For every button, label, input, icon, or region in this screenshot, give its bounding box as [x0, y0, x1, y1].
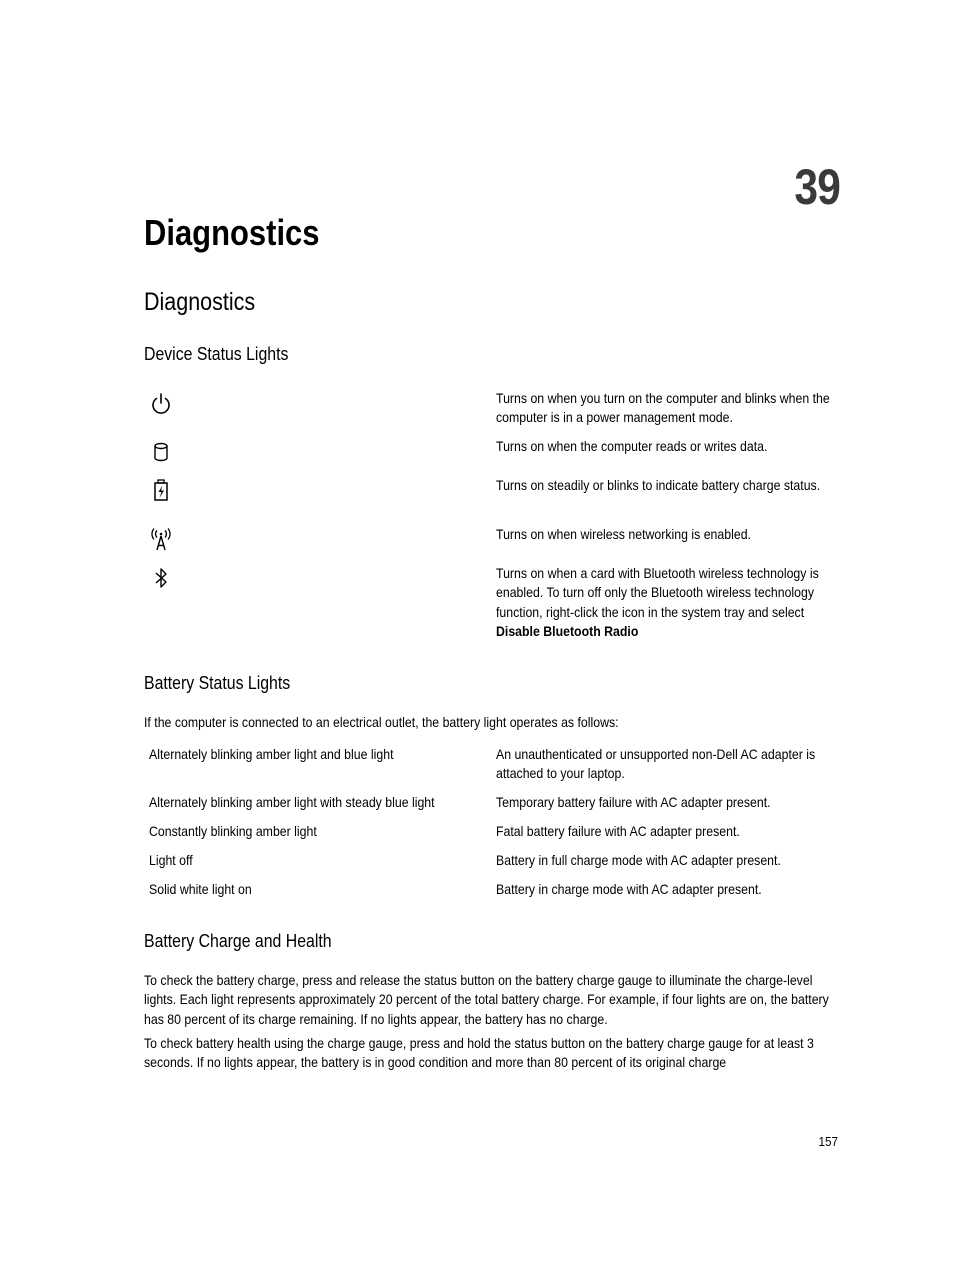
power-light-description: Turns on when you turn on the computer and blinks when the computer is in a power management mode.	[496, 390, 830, 426]
battery-light-state: Alternately blinking amber light and blue light	[149, 746, 394, 762]
hard-drive-icon	[146, 437, 176, 467]
chapter-title: Diagnostics	[144, 212, 320, 253]
page-number: 157	[818, 1134, 838, 1149]
bluetooth-icon	[146, 563, 176, 593]
battery-light-state: Alternately blinking amber light with steady blue light	[149, 794, 435, 810]
battery-charge-paragraph: To check the battery charge, press and release the status button on the battery charge gauge to illuminate the charge-level lights. Each light represents approximately 20 percent of the total battery charge. For example, if four lights are on, the battery has 80 percent of its charge remaining. If no lights appear, the battery has no charge.	[144, 972, 829, 1027]
hard-drive-light-description: Turns on when the computer reads or writes data.	[496, 438, 768, 454]
battery-light-meaning: An unauthenticated or unsupported non-Dell AC adapter is attached to your laptop.	[496, 746, 816, 782]
power-icon	[146, 389, 176, 419]
chapter-number: 39	[794, 159, 840, 215]
battery-light-meaning: Fatal battery failure with AC adapter present.	[496, 823, 740, 839]
battery-light-meaning: Battery in full charge mode with AC adapter present.	[496, 852, 781, 868]
bluetooth-light-description	[496, 564, 836, 641]
battery-light-description: Turns on steadily or blinks to indicate battery charge status.	[496, 477, 821, 493]
battery-light-state: Light off	[149, 852, 193, 868]
section-title: Diagnostics	[144, 288, 256, 316]
battery-light-state: Constantly blinking amber light	[149, 823, 317, 839]
bluetooth-description-text: Turns on when a card with Bluetooth wireless technology is enabled. To turn off only the Bluetooth wireless technology function, right-click the icon in the system tray and select	[496, 565, 819, 620]
device-status-lights-heading: Device Status Lights	[144, 344, 289, 364]
battery-status-lights-heading: Battery Status Lights	[144, 673, 291, 693]
battery-charge-health-heading: Battery Charge and Health	[144, 931, 332, 951]
disable-bluetooth-radio-label: Disable Bluetooth Radio	[496, 622, 639, 639]
battery-health-paragraph: To check battery health using the charge gauge, press and hold the status button on the battery charge gauge for at least 3 seconds. If no lights appear, the battery is in good condition and more than 80 percent of its original charge	[144, 1035, 814, 1071]
battery-icon	[146, 476, 176, 506]
wireless-light-description: Turns on when wireless networking is enabled.	[496, 526, 751, 542]
battery-status-intro: If the computer is connected to an electrical outlet, the battery light operates as follows:	[144, 714, 619, 730]
wireless-icon	[146, 524, 176, 554]
battery-light-meaning: Temporary battery failure with AC adapter present.	[496, 794, 771, 810]
battery-light-state: Solid white light on	[149, 881, 252, 897]
battery-light-meaning: Battery in charge mode with AC adapter present.	[496, 881, 762, 897]
